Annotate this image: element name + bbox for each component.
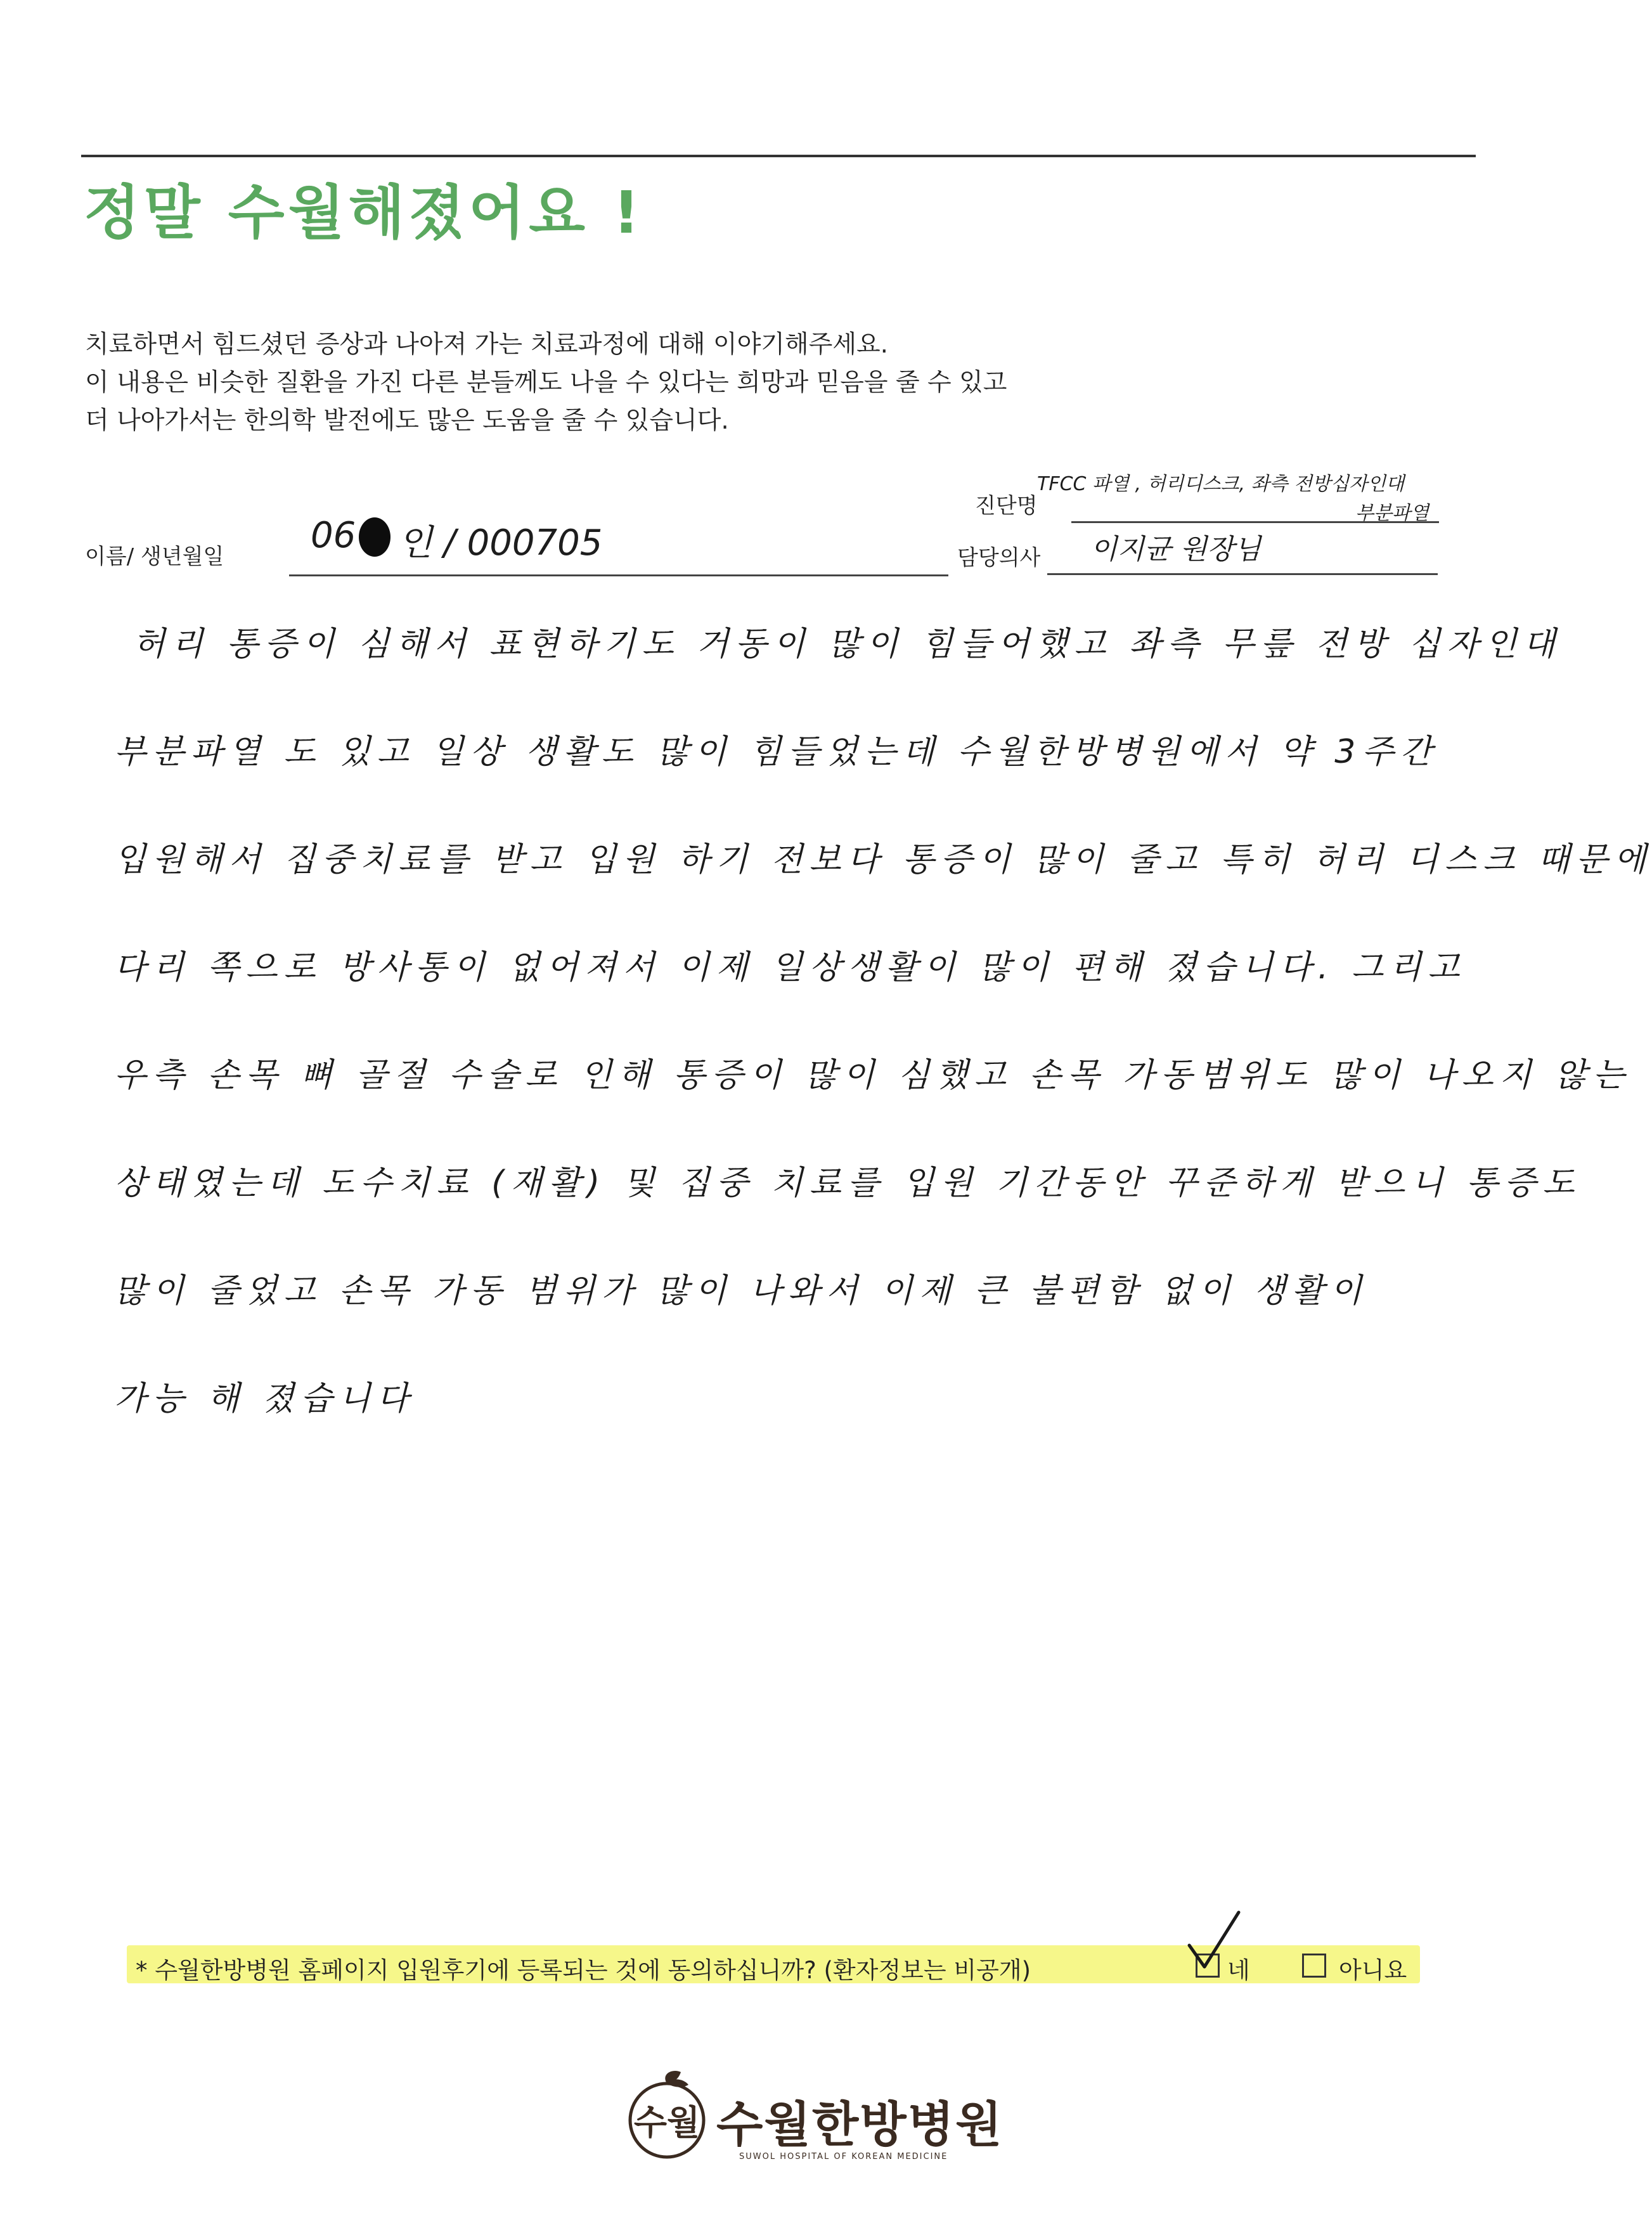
diagnosis-label: 진단명 [975,493,1038,519]
diagnosis-value: TFCC 파열 , 허리디스크, 좌측 전방십자인대 [1037,473,1404,495]
redaction-mark [359,517,390,557]
review-line: 많이 줄었고 손목 가동 범위가 많이 나와서 이제 큰 불편함 없이 생활이 [114,1272,1369,1310]
name-value-suffix: 인 / 000705 [398,522,603,564]
consent-yes-label: 네 [1227,1957,1250,1984]
page-title: 정말 수월해졌어요 ! [84,179,643,247]
review-line: 부분파열 도 있고 일상 생활도 많이 힘들었는데 수월한방병원에서 약 3주간 [114,733,1438,771]
diagnosis-value-cont: 부분파열 [1355,502,1429,524]
name-underline [289,574,948,576]
logo-mark-text: 수월 [633,2103,700,2142]
hospital-logo-icon [623,2068,711,2163]
consent-no-checkbox[interactable] [1302,1954,1326,1978]
review-line: 가능 해 졌습니다 [114,1380,415,1418]
name-label: 이름/ 생년월일 [85,544,224,569]
hospital-subtitle: SUWOL HOSPITAL OF KOREAN MEDICINE [739,2152,948,2161]
review-body [114,615,1652,1477]
intro-text [85,326,1007,440]
top-divider [81,155,1476,157]
doctor-value: 이지균 원장님 [1090,533,1262,566]
intro-line: 더 나아가서는 한의학 발전에도 많은 도움을 줄 수 있습니다. [85,406,729,435]
review-line: 우측 손목 뼈 골절 수술로 인해 통증이 많이 심했고 손목 가동범위도 많이 나오지 않는 [114,1056,1631,1094]
doctor-underline [1047,573,1438,575]
review-line: 다리 쪽으로 방사통이 없어져서 이제 일상생활이 많이 편해 졌습니다. 그리고 [114,949,1466,987]
intro-line: 이 내용은 비슷한 질환을 가진 다른 분들께도 나을 수 있다는 희망과 믿음을 줄 수 있고 [85,368,1007,397]
review-line: 입원해서 집중치료를 받고 입원 하기 전보다 통증이 많이 줄고 특히 허리 디스크 때문에 [114,841,1652,879]
consent-no-label: 아니요 [1339,1957,1407,1984]
review-line: 허리 통증이 심해서 표현하기도 거동이 많이 힘들어했고 좌측 무릎 전방 십자인대 [133,625,1561,663]
review-line: 상태였는데 도수치료 (재활) 및 집중 치료를 입원 기간동안 꾸준하게 받으니 통증도 [114,1164,1581,1202]
consent-question: * 수월한방병원 홈페이지 입원후기에 등록되는 것에 동의하십니까? (환자정보는 비공개) [136,1957,1031,1984]
hospital-name: 수월한방병원 [716,2096,1003,2153]
doctor-label: 담당의사 [957,545,1041,571]
intro-line: 치료하면서 힘드셨던 증상과 나아져 가는 치료과정에 대해 이야기해주세요. [85,330,889,359]
name-value-prefix: 06 [311,515,356,556]
